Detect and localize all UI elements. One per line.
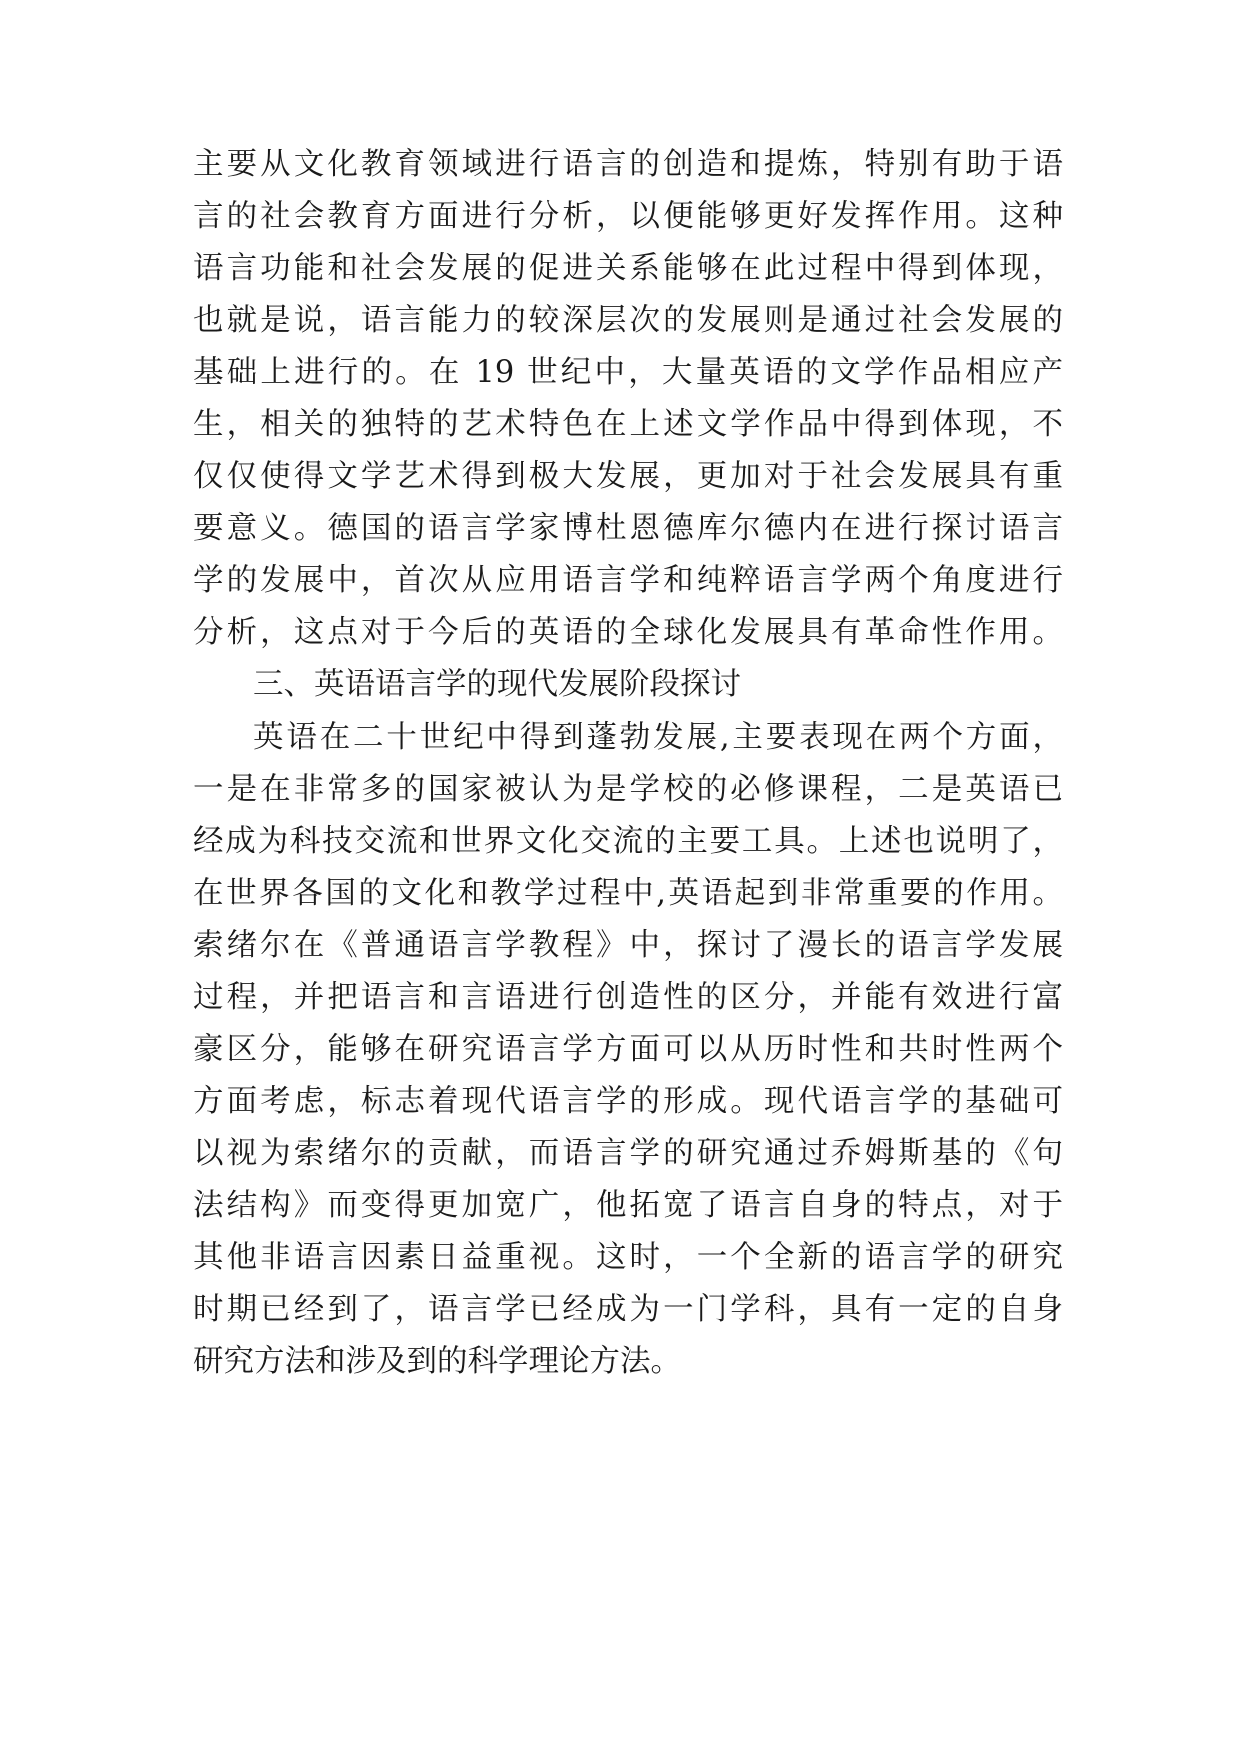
text-line: 分析，这点对于今后的英语的全球化发展具有革命性作用。 [193, 615, 1063, 650]
text-line: 一是在非常多的国家被认为是学校的必修课程，二是英语已 [193, 772, 1063, 807]
text-line: 索绪尔在《普通语言学教程》中，探讨了漫长的语言学发展 [193, 928, 1063, 963]
text-line: 基础上进行的。在 19 世纪中，大量英语的文学作品相应产 [193, 355, 1063, 390]
text-line: 生，相关的独特的艺术特色在上述文学作品中得到体现，不 [193, 407, 1063, 442]
text-line: 以视为索绪尔的贡献，而语言学的研究通过乔姆斯基的《句 [193, 1136, 1063, 1171]
text-line: 仅仅使得文学艺术得到极大发展，更加对于社会发展具有重 [193, 459, 1063, 494]
text-line: 研究方法和涉及到的科学理论方法。 [193, 1344, 681, 1379]
text-line: 要意义。德国的语言学家博杜恩德库尔德内在进行探讨语言 [193, 511, 1063, 546]
text-line: 经成为科技交流和世界文化交流的主要工具。上述也说明了， [193, 824, 1063, 859]
text-line: 也就是说，语言能力的较深层次的发展则是通过社会发展的 [193, 303, 1063, 338]
section-heading: 三、英语语言学的现代发展阶段探讨 [253, 667, 741, 702]
text-line: 过程，并把语言和言语进行创造性的区分，并能有效进行富 [193, 980, 1063, 1015]
text-line: 学的发展中，首次从应用语言学和纯粹语言学两个角度进行 [193, 563, 1063, 598]
text-line: 言的社会教育方面进行分析，以便能够更好发挥作用。这种 [193, 199, 1063, 234]
text-line: 时期已经到了，语言学已经成为一门学科，具有一定的自身 [193, 1292, 1063, 1327]
text-line: 语言功能和社会发展的促进关系能够在此过程中得到体现， [193, 251, 1063, 286]
text-line: 英语在二十世纪中得到蓬勃发展,主要表现在两个方面， [253, 720, 1063, 755]
text-line: 在世界各国的文化和教学过程中,英语起到非常重要的作用。 [193, 876, 1063, 911]
text-line: 豪区分，能够在研究语言学方面可以从历时性和共时性两个 [193, 1032, 1063, 1067]
text-line: 主要从文化教育领域进行语言的创造和提炼，特别有助于语 [193, 147, 1063, 182]
text-line: 方面考虑，标志着现代语言学的形成。现代语言学的基础可 [193, 1084, 1063, 1119]
text-line: 其他非语言因素日益重视。这时，一个全新的语言学的研究 [193, 1240, 1063, 1275]
text-line: 法结构》而变得更加宽广，他拓宽了语言自身的特点，对于 [193, 1188, 1063, 1223]
